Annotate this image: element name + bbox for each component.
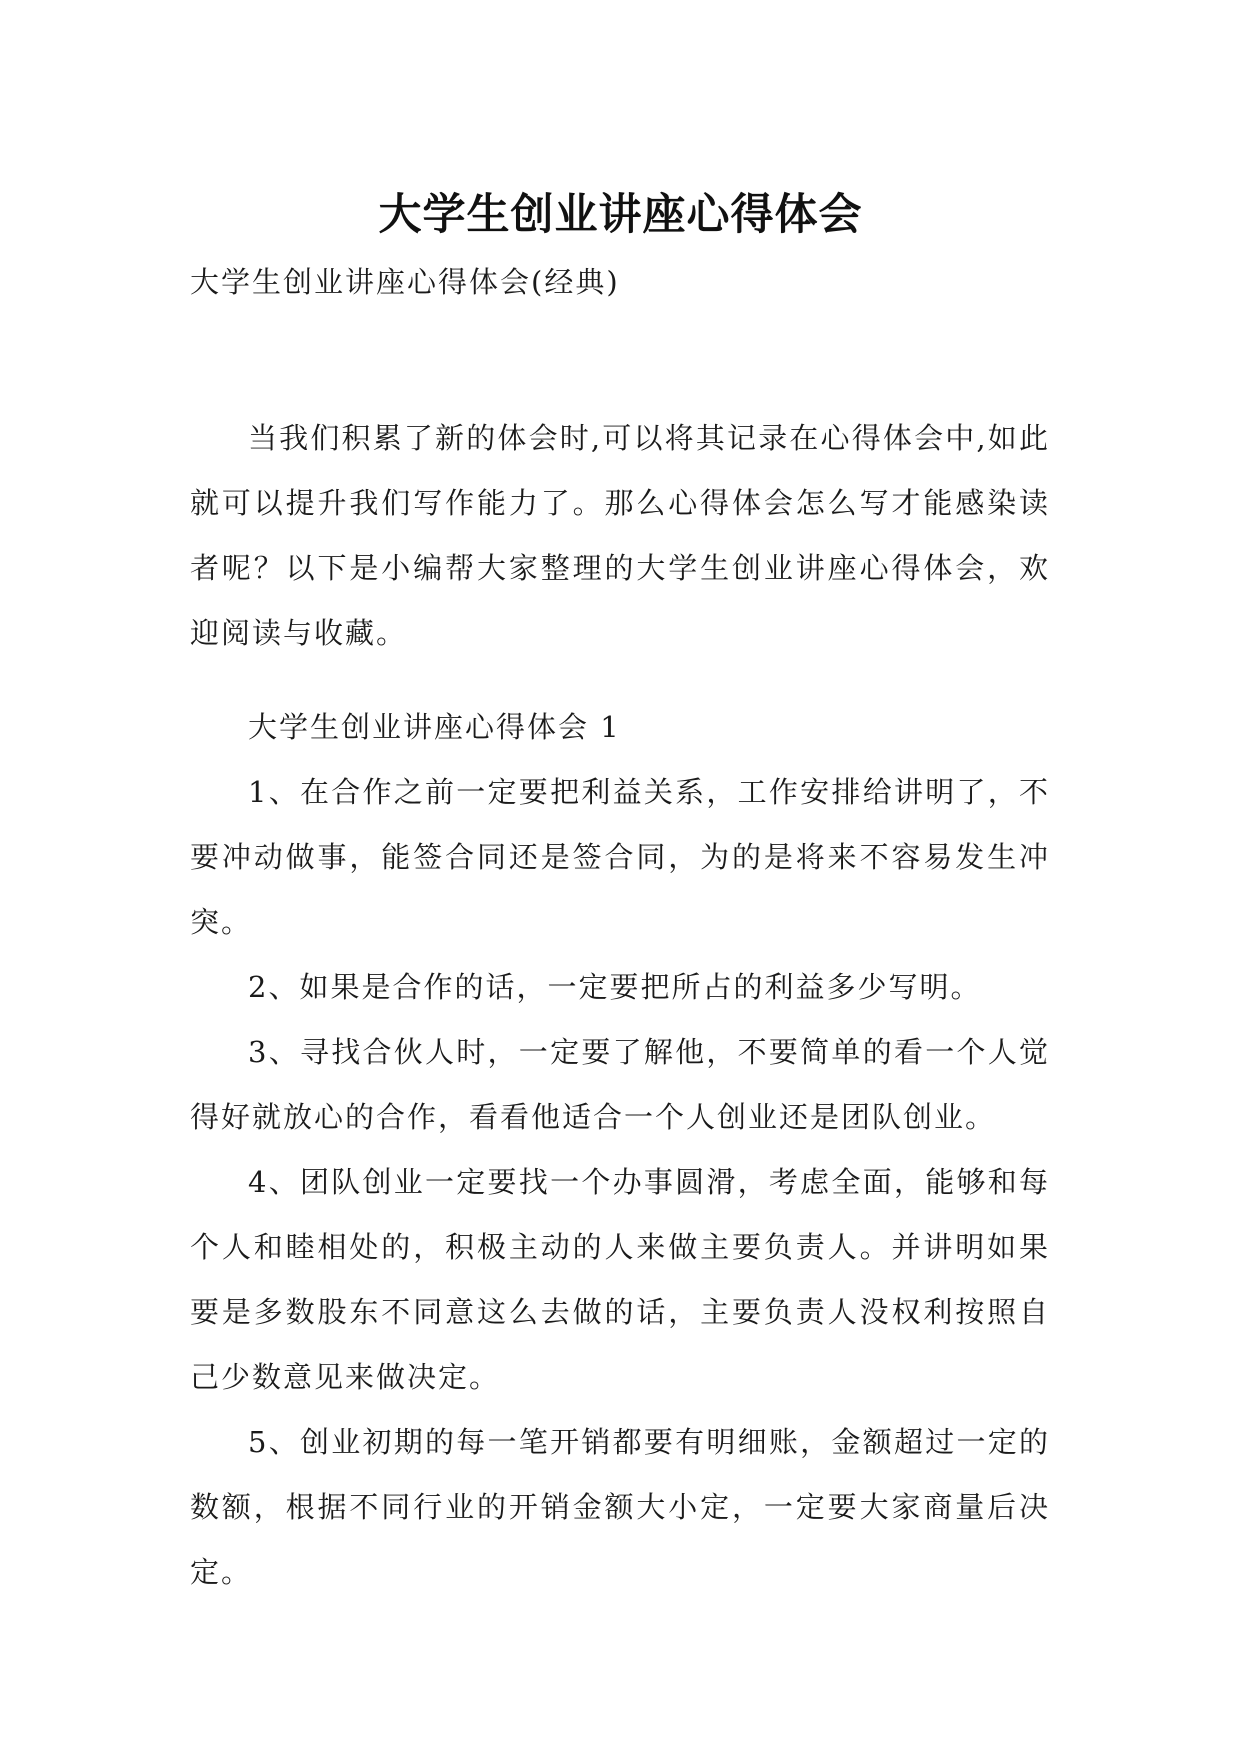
- section-item-1: 1、在合作之前一定要把利益关系，工作安排给讲明了，不要冲动做事，能签合同还是签合同，为的是将来不容易发生冲突。: [190, 775, 1050, 939]
- intro-paragraph: 当我们积累了新的体会时,可以将其记录在心得体会中,如此就可以提升我们写作能力了。那么心得体会怎么写才能感染读者呢？以下是小编帮大家整理的大学生创业讲座心得体会，欢迎阅读与收藏。: [190, 421, 1050, 650]
- document-subtitle: 大学生创业讲座心得体会(经典): [190, 265, 620, 299]
- section-heading: 大学生创业讲座心得体会 1: [248, 710, 621, 744]
- section-item-3: 3、寻找合伙人时，一定要了解他，不要简单的看一个人觉得好就放心的合作，看看他适合一个人创业还是团队创业。: [190, 1035, 1050, 1134]
- section-item-4: 4、团队创业一定要找一个办事圆滑，考虑全面，能够和每个人和睦相处的，积极主动的人来做主要负责人。并讲明如果要是多数股东不同意这么去做的话，主要负责人没权利按照自己少数意见来做决定。: [190, 1165, 1050, 1394]
- section-item-2: 2、如果是合作的话，一定要把所占的利益多少写明。: [248, 970, 982, 1004]
- document-title: 大学生创业讲座心得体会: [378, 189, 863, 240]
- section-item-5: 5、创业初期的每一笔开销都要有明细账，金额超过一定的数额，根据不同行业的开销金额大小定，一定要大家商量后决定。: [190, 1425, 1050, 1589]
- section-1: [190, 695, 1050, 1605]
- intro-section: [190, 406, 1050, 666]
